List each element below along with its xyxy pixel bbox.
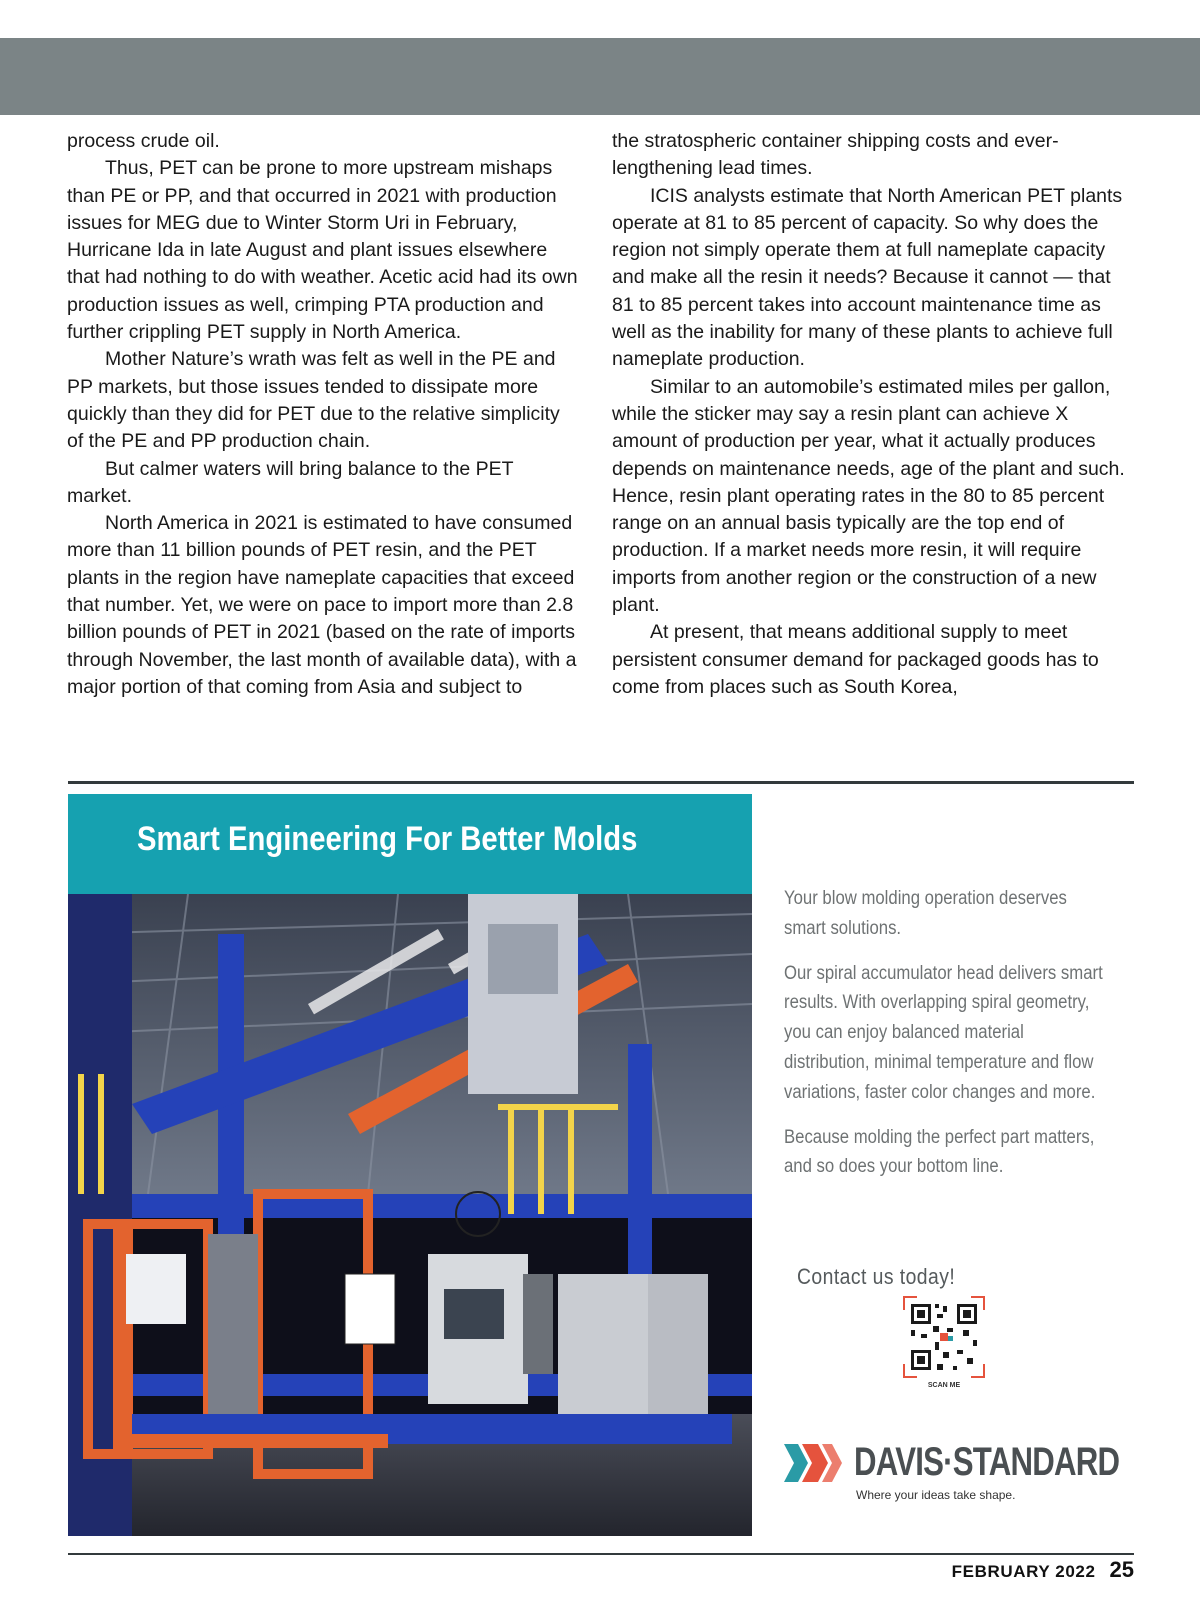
ad-visual <box>68 794 752 1536</box>
ad-banner <box>68 794 752 894</box>
paragraph: Thus, PET can be prone to more upstream mishaps than PE or PP, and that occurred in 2021 with production issues for MEG due to Winter Storm Uri in February, Hurricane Ida in late August and plant issues elsewhere that had nothing to do with weather. Acetic acid had its own production issues as well, crimping PTA production and further crippling PET supply in North America. <box>67 157 578 344</box>
header-band <box>0 38 1200 115</box>
ad-headline: Smart Engineering For Better Molds <box>137 820 638 858</box>
paragraph: ICIS analysts estimate that North American PET plants operate at 81 to 85 percent of capacity. So why does the region not simply operate them at full nameplate capacity and make all the resin it needs? Because it cannot — that 81 to 85 percent takes into account maintenance time as well as the inability for many of these plants to achieve full nameplate production. <box>612 184 1123 371</box>
footer-rule <box>68 1553 1134 1555</box>
article-column-right <box>612 128 1125 701</box>
ad-copy <box>784 884 1110 1182</box>
paragraph: Mother Nature’s wrath was felt as well in the PE and PP markets, but those issues tended to dissipate more quickly than they did for PET due to the relative simplicity of the PE and PP production chain. <box>67 348 560 453</box>
page-footer <box>952 1557 1134 1583</box>
paragraph: process crude oil. <box>67 130 220 152</box>
ad-paragraph: Because molding the perfect part matters, and so does your bottom line. <box>784 1126 1095 1178</box>
paragraph: the stratospheric container shipping costs and ever-lengthening lead times. <box>612 130 1059 180</box>
paragraph: North America in 2021 is estimated to have consumed more than 11 billion pounds of PET resin, and the PET plants in the region have nameplate capacities that exceed that number. Yet, we were on pace to import more than 2.8 billion pounds of PET in 2021 (based on the rate of imports through November, the last month of available data), with a major portion of that coming from Asia and subject to <box>67 512 577 698</box>
brand-name: DAVIS·STANDARD <box>854 1440 1120 1484</box>
ad-copy-block <box>784 884 1114 1197</box>
article-column-left <box>67 128 580 701</box>
article-body <box>67 128 1125 701</box>
advertisement <box>68 794 1134 1536</box>
qr-caption: SCAN ME <box>927 1382 961 1389</box>
qr-code-icon[interactable] <box>903 1296 985 1378</box>
ad-paragraph: Our spiral accumulator head delivers smart results. With overlapping spiral geometry, you can enjoy balanced material distribution, minimal temperature and flow variations, faster color changes and more. <box>784 962 1103 1103</box>
paragraph: Similar to an automobile’s estimated miles per gallon, while the sticker may say a resin plant can achieve X amount of production per year, what it actually produces depends on maintenance needs, age of the plant and such. Hence, resin plant operating rates in the 80 to 85 percent range on an annual basis typically are the top end of production. If a market needs more resin, it will require imports from another region or the construction of a new plant. <box>612 375 1125 617</box>
paragraph: But calmer waters will bring balance to the PET market. <box>67 457 514 507</box>
page-number: 25 <box>1109 1557 1134 1582</box>
brand-chevron-icon <box>784 1444 844 1482</box>
issue-date: FEBRUARY 2022 <box>951 1562 1096 1581</box>
machine-photo <box>68 894 752 1536</box>
brand-tagline: Where your ideas take shape. <box>856 1488 1016 1502</box>
paragraph: At present, that means additional supply to meet persistent consumer demand for packaged goods has to come from places such as South Korea, <box>612 621 1099 698</box>
ad-top-rule <box>68 781 1134 784</box>
blow-molding-machine-illustration <box>68 894 752 1536</box>
contact-cta: Contact us today! <box>797 1264 956 1289</box>
davis-standard-logo <box>784 1440 1120 1504</box>
ad-paragraph: Your blow molding operation deserves smart solutions. <box>784 888 1067 939</box>
